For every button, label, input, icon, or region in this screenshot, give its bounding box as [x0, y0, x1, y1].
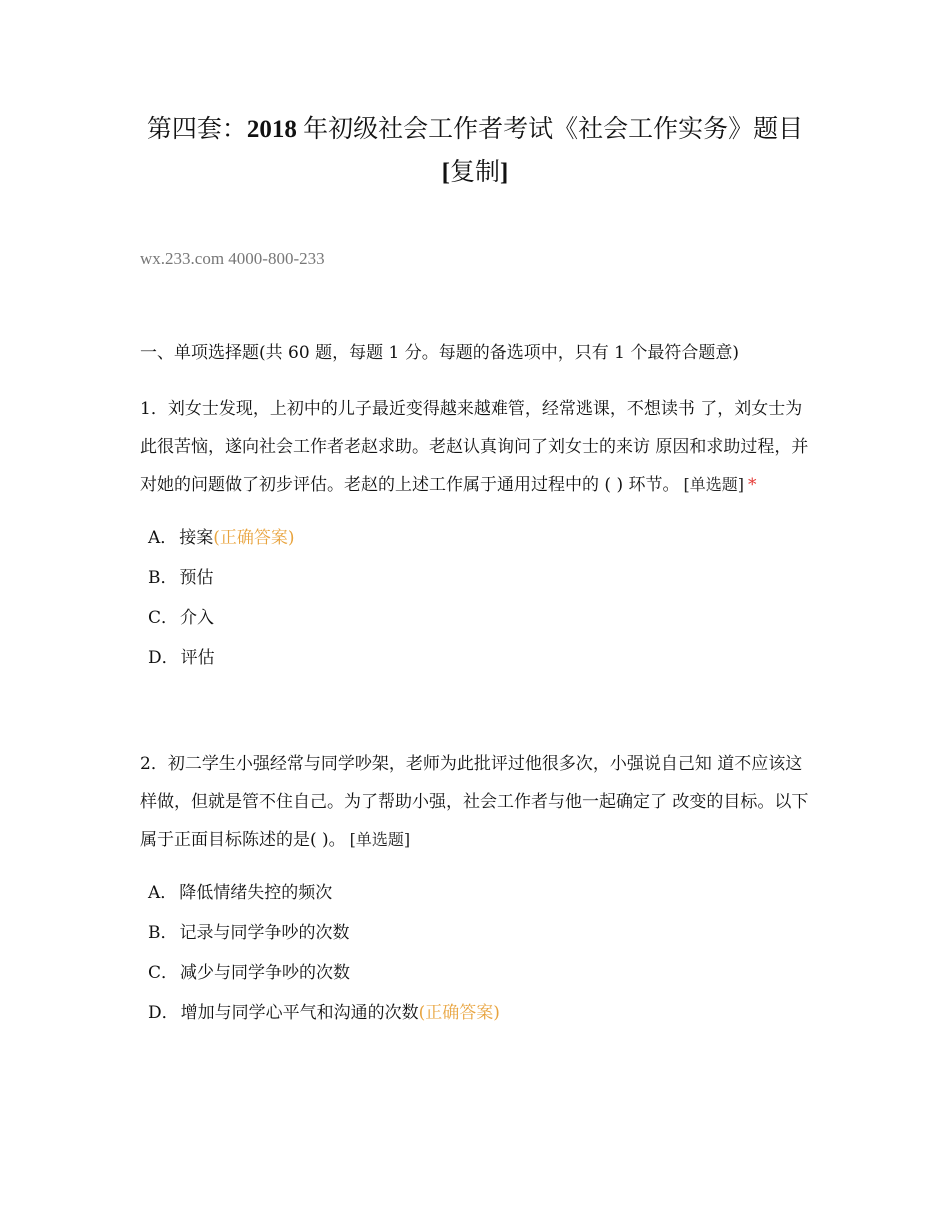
option-d[interactable] — [148, 638, 810, 678]
option-text: 记录与同学争吵的次数 — [179, 923, 350, 943]
copy-link[interactable]: 复制 — [449, 159, 500, 186]
question-text — [140, 745, 810, 859]
option-text: 评估 — [180, 648, 215, 668]
title-main: 年初级社会工作者考试《社会工作实务》题目 — [296, 116, 804, 143]
title-bracket-close: ] — [500, 159, 509, 186]
option-d[interactable] — [148, 993, 810, 1033]
option-text: 降低情绪失控的频次 — [179, 883, 333, 903]
option-text: 接案 — [179, 528, 214, 548]
option-letter: D． — [148, 648, 179, 668]
option-b[interactable] — [148, 913, 810, 953]
question-text — [140, 390, 810, 504]
question-2 — [140, 745, 810, 1033]
title-bracket-open: [ — [441, 159, 450, 186]
option-c[interactable] — [148, 598, 810, 638]
section-heading: 一、单项选择题(共 60 题，每题 1 分。每题的备选项中，只有 1 个最符合题意) — [140, 343, 739, 363]
option-a[interactable] — [148, 873, 810, 913]
option-b[interactable] — [148, 558, 810, 598]
question-type: [单选题] — [349, 830, 411, 849]
option-text: 介入 — [180, 608, 215, 628]
option-text: 预估 — [179, 568, 214, 588]
question-1 — [140, 390, 810, 678]
question-type: [单选题] — [683, 475, 744, 494]
required-mark: * — [747, 475, 757, 495]
question-1-text: 1．刘女士发现，上初中的儿子最近变得越来越难管，经常逃课，不想读书 了，刘女士为此很苦恼，遂向社会工作者老赵求助。老赵认真询问了刘女士的来访 原因和求助过程，并对她的问题做了初步评估。老赵的上述工作属于通用过程中的 ( ) 环节。 — [140, 399, 809, 495]
correct-answer-label: (正确答案) — [418, 1003, 500, 1023]
option-letter: C． — [148, 963, 179, 983]
option-letter: B． — [148, 568, 178, 588]
page-title — [140, 108, 810, 194]
correct-answer-label: (正确答案) — [213, 528, 295, 548]
option-text: 增加与同学心平气和沟通的次数 — [180, 1003, 419, 1023]
option-letter: C． — [148, 608, 179, 628]
option-letter: A． — [148, 883, 178, 903]
title-year: 2018 — [246, 116, 297, 143]
source-line: wx.233.com 4000-800-233 — [140, 249, 325, 268]
title-prefix: 第四套： — [146, 116, 247, 143]
option-list — [140, 518, 810, 678]
option-letter: D． — [148, 1003, 179, 1023]
option-list — [140, 873, 810, 1033]
option-letter: B． — [148, 923, 178, 943]
option-text: 减少与同学争吵的次数 — [180, 963, 351, 983]
option-a[interactable] — [148, 518, 810, 558]
option-c[interactable] — [148, 953, 810, 993]
question-2-text: 2．初二学生小强经常与同学吵架，老师为此批评过他很多次，小强说自己知 道不应该这样做，但就是管不住自己。为了帮助小强，社会工作者与他一起确定了 改变的目标。以下属于正面目标陈述的是( )。 — [140, 754, 809, 850]
option-letter: A． — [148, 528, 178, 548]
